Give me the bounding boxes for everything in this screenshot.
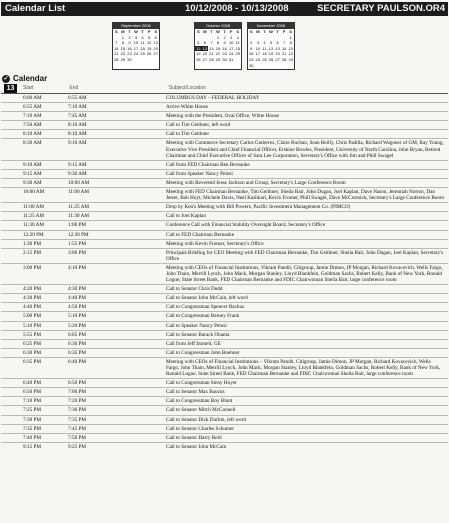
entry-end: 6:30 PM (68, 340, 87, 347)
calendar-entry (1, 396, 448, 405)
mini-calendar-title: October 2008 (195, 23, 241, 29)
mini-calendar-day (268, 63, 275, 69)
weekday-label: F (282, 29, 286, 34)
mini-calendar-day: 16 (127, 45, 132, 51)
entry-end: 8:10 AM (68, 131, 87, 138)
entry-start: 4:30 PM (23, 295, 42, 302)
mini-calendar-day: 7 (210, 40, 213, 46)
entry-end: 6:40 PM (68, 358, 87, 365)
mini-calendar-day: 21 (281, 51, 287, 57)
calendar-entry (1, 330, 448, 339)
entry-start: 6:40 PM (23, 380, 42, 387)
mini-calendar-day (208, 63, 215, 69)
mini-calendar-day: 18 (140, 45, 145, 51)
mini-calendar-day: 24 (133, 51, 139, 57)
mini-calendar-day: 12 (268, 45, 274, 51)
entry-end: 5:10 PM (68, 313, 87, 320)
entry-start: 4:40 PM (23, 304, 42, 311)
mini-calendar-day: 29 (215, 56, 221, 62)
entry-end: 9:10 AM (68, 140, 87, 147)
entry-start: 8:10 AM (23, 131, 42, 138)
mini-calendar-day: 9 (128, 40, 131, 46)
entry-subject: Call to Senator Mitch McConnell (166, 407, 236, 414)
mini-calendar-day: 13 (153, 40, 158, 46)
entry-start: 3:00 PM (23, 264, 42, 271)
mini-calendar-day: 13 (275, 45, 280, 51)
entry-start: 7:10 AM (23, 113, 42, 120)
mini-calendar-day (287, 63, 294, 69)
mini-calendar-title: November 2008 (248, 23, 294, 29)
entry-subject: Call to Senator Dick Durbin, left word (166, 416, 246, 423)
entry-start: 7:50 AM (23, 122, 42, 129)
entry-end: 5:20 PM (68, 322, 87, 329)
mini-calendar-day: 19 (268, 51, 274, 57)
mini-calendar-day: 17 (255, 51, 261, 57)
calendar-entry (1, 263, 448, 284)
entry-subject: Call to Speaker Nancy Pelosi (166, 322, 227, 329)
weekday-label: M (256, 29, 260, 34)
entry-subject: Meeting with CEOs of Financial Institutions – Vikram Pandit, Citigroup, Jamie Dimon, JP Morgan, Richard Kovacevich, Wells Fargo, John Thain, Merrill Lynch, John Mack, Morgan Stanley, Lloyd Blankfein, Goldman Sachs, Robert Kelly, Bank of New York, Ronald Logue, State Street Bank, FED Chairman Bernanke and FDIC Chairwoman Sheila Bair, large conference room (166, 358, 441, 378)
section-title: Calendar (13, 74, 48, 83)
mini-calendar-title: September 2008 (113, 23, 159, 29)
entry-subject: Arrive White House (166, 104, 208, 111)
mini-calendar-day: 9 (223, 40, 226, 46)
entry-start: 7:40 PM (23, 434, 42, 441)
entry-end: 11:25 AM (68, 204, 89, 211)
entry-start: 9:30 AM (23, 179, 42, 186)
calendar-entry (1, 442, 448, 451)
entry-subject: Call to Congressman Roy Blunt (166, 398, 233, 405)
mini-calendar-day: 27 (153, 51, 158, 57)
entry-end: 6:05 PM (68, 331, 87, 338)
calendar-entry (1, 160, 448, 169)
mini-calendar-day: 26 (146, 51, 152, 57)
mini-calendar-day (274, 63, 281, 69)
mini-calendar-day: 30 (249, 62, 254, 68)
entry-subject: Meeting with the President, Oval Office, White House (166, 113, 279, 120)
entry-subject: Call to Senator Max Baucus (166, 389, 225, 396)
calendar-entry (1, 102, 448, 111)
calendar-entry (1, 248, 448, 263)
mini-calendar (194, 22, 242, 70)
entry-start: 6:35 PM (23, 358, 42, 365)
entry-subject: Call to Joel Kaplan (166, 213, 206, 220)
entry-end: 7:45 PM (68, 425, 87, 432)
mini-calendar-day (202, 63, 209, 69)
mini-calendar-day: 22 (120, 51, 126, 57)
entry-subject: Call to Congressman Steny Hoyer (166, 380, 237, 387)
mini-calendar-day: 5 (148, 34, 151, 40)
calendar-entry (1, 111, 448, 120)
day-header (1, 84, 448, 94)
calendar-entry (1, 211, 448, 220)
mini-calendar-day: 9 (250, 45, 253, 51)
calendar-entry (1, 284, 448, 293)
mini-calendar-day: 11 (262, 45, 267, 51)
entry-end: 1:00 PM (68, 222, 87, 229)
mini-calendar-day: 1 (216, 34, 220, 40)
entry-subject: Call to Senator John McCain, left word (166, 295, 248, 302)
mini-calendar-day: 16 (249, 51, 254, 57)
entry-start: 9:15 PM (23, 443, 42, 450)
mini-calendar-day: 16 (222, 45, 227, 51)
mini-calendar-day: 19 (146, 45, 152, 51)
entry-end: 7:10 AM (68, 104, 87, 111)
weekday-label: T (276, 29, 279, 34)
mini-calendar-day: 2 (250, 40, 253, 46)
calendar-entry (1, 120, 448, 129)
weekday-label: S (289, 29, 293, 34)
mini-calendar-day: 30 (222, 56, 227, 62)
mini-calendar-day: 13 (202, 45, 208, 51)
mini-calendar-day: 23 (127, 51, 132, 57)
calendar-entry (1, 415, 448, 424)
mini-calendar-day: 6 (276, 40, 279, 46)
mini-calendar-day: 20 (153, 45, 158, 51)
entry-end: 9:25 PM (68, 443, 87, 450)
calendar-entry (1, 293, 448, 302)
entry-subject: Call from Speaker Nancy Pelosi (166, 170, 233, 177)
mini-calendar-day: 27 (202, 56, 208, 62)
calendar-entry (1, 405, 448, 414)
mini-calendar-day: 8 (121, 40, 124, 46)
calendar-entry (1, 178, 448, 187)
entry-subject: Conference Call with Financial Stability Oversight Board, Secretary's Office (166, 222, 326, 229)
entry-subject: Meeting with CEOs of Financial Institutions, Vikram Pandit, Citigroup, Jamie Dimon, JP Morgan, Richard Kovacevich, Wells Fargo, John Thain, Merrill Lynch, John Mack, Morgan Stanley, Lloyd Blankfein, Goldman Sachs, Robert Kelly, Bank of New York, Ronald Logue, State Street Bank, FED Chairman Bernanke and FDIC Chairwoman Sheila Bair, large conference room (166, 264, 443, 284)
entry-start: 7:25 PM (23, 407, 42, 414)
entry-end: 9:15 AM (68, 161, 87, 168)
mini-calendar-day (139, 63, 146, 69)
entry-end: 4:50 PM (68, 304, 87, 311)
mini-calendar-day: 7 (283, 40, 286, 46)
calendar-entries (1, 94, 448, 451)
entry-end: 6:55 AM (68, 95, 87, 101)
weekday-label: T (210, 29, 213, 34)
mini-calendar-day: 20 (275, 51, 280, 57)
mini-calendar-day (133, 63, 140, 69)
mini-calendar-day: 4 (236, 34, 239, 40)
mini-calendar-day: 5 (197, 40, 200, 46)
entry-subject: Call to Congressman John Boehner (166, 349, 240, 356)
mini-calendar-week (113, 63, 159, 69)
mini-calendar-day: 10 (255, 45, 261, 51)
column-subject: Subject/Location (168, 85, 206, 91)
entry-end: 1:55 PM (68, 240, 87, 247)
mini-calendar-day: 5 (269, 40, 273, 46)
entry-subject: Meeting with Kevin Fromer, Secretary's Office (166, 240, 264, 247)
calendar-section-title (2, 74, 47, 83)
mini-calendar-day: 18 (235, 45, 240, 51)
mini-calendar (247, 22, 295, 70)
mini-calendar-day: 3 (134, 34, 138, 40)
calendar-entry (1, 339, 448, 348)
mini-calendar-day: 7 (115, 40, 118, 46)
weekday-label: F (229, 29, 233, 34)
column-start: Start (23, 85, 34, 91)
mini-calendar-day: 23 (222, 51, 227, 57)
mini-calendar-day (221, 63, 228, 69)
mini-calendar-day: 2 (223, 34, 226, 40)
mini-calendar-day: 3 (256, 40, 259, 46)
mini-calendar-day: 10 (133, 40, 139, 46)
mini-calendar-day: 29 (288, 56, 293, 62)
mini-calendar-day: 26 (196, 56, 201, 62)
entry-start: 7:30 PM (23, 416, 42, 423)
calendar-entry (1, 138, 448, 159)
mini-calendar-day: 29 (120, 56, 126, 62)
entry-start: 6:25 PM (23, 340, 42, 347)
mini-calendar-day (120, 63, 127, 69)
mini-calendar-day: 8 (216, 40, 220, 46)
mini-calendar-day (146, 63, 153, 69)
calendar-entry (1, 129, 448, 138)
entry-subject: Call to Tim Geithner, left word (166, 122, 231, 129)
calendar-entry (1, 302, 448, 311)
entry-start: 6:50 PM (23, 389, 42, 396)
entry-end: 8:10 AM (68, 122, 87, 129)
weekday-label: F (147, 29, 151, 34)
mini-calendar-day: 31 (228, 56, 234, 62)
mini-calendar-day: 12 (146, 40, 152, 46)
mini-calendar-day: 28 (209, 56, 214, 62)
calendar-icon: ✓ (3, 75, 9, 82)
entry-subject: Call to Senator Harry Reid (166, 434, 222, 441)
mini-calendar-day: 14 (281, 45, 287, 51)
header-owner: SECRETARY PAULSON.OR4 (317, 3, 445, 14)
weekday-label: S (249, 29, 253, 34)
mini-calendar-day: 8 (289, 40, 292, 46)
calendar-entry (1, 169, 448, 178)
mini-calendar-day: 24 (255, 56, 261, 62)
mini-calendar-day (234, 63, 241, 69)
entry-start: 7:35 PM (23, 425, 42, 432)
entry-subject: Call to Congressman Spencer Bachus (166, 304, 245, 311)
entry-subject: Meeting with Reverend Jesse Jackson and Group, Secretary's Large Conference Room (166, 179, 346, 186)
calendar-entry (1, 357, 448, 378)
mini-calendar-day: 6 (203, 40, 206, 46)
weekday-label: T (128, 29, 131, 34)
mini-calendar-day: 12 (196, 45, 201, 51)
mini-calendar-day: 11 (140, 40, 145, 46)
mini-calendar-day (215, 63, 222, 69)
mini-calendar-day (281, 63, 288, 69)
mini-calendar-day: 14 (114, 45, 119, 51)
entry-start: 4:20 PM (23, 286, 42, 293)
mini-calendar-day: 3 (230, 34, 233, 40)
mini-calendar-day: 6 (154, 34, 157, 40)
calendar-entry (1, 239, 448, 248)
entry-subject: Call to Senator John McCain (166, 443, 227, 450)
entry-start: 10:00 AM (23, 189, 45, 196)
entry-start: 7:10 PM (23, 398, 42, 405)
entry-start: 6:55 AM (23, 104, 42, 111)
entry-start: 2:15 PM (23, 249, 42, 256)
entry-subject: Call to Senator Barack Obama (166, 331, 230, 338)
entry-subject: Drop by Ken's Meeting with Bill Powers, Pacific Investment Management Co. (PIMCO) (166, 204, 351, 211)
mini-calendar-day: 15 (120, 45, 126, 51)
weekday-label: W (269, 29, 273, 34)
entry-start: 11:30 AM (23, 222, 44, 229)
mini-calendar-day (228, 63, 235, 69)
entry-start: 9:10 AM (23, 161, 42, 168)
entry-end: 11:00 AM (68, 189, 89, 196)
mini-calendar-day: 21 (209, 51, 214, 57)
entry-start: 1:30 PM (23, 240, 42, 247)
entry-subject: Principals Briefing for CEO Meeting with FED Chairman Bernanke, Tim Geithner, Sheila Bair, John Dugan, Joel Kaplan, Secretary's Office (166, 249, 444, 262)
calendar-entry (1, 187, 448, 202)
entry-start: 6:00 AM (23, 95, 42, 101)
mini-calendar-day: 21 (114, 51, 119, 57)
mini-calendar-day: 26 (268, 56, 274, 62)
mini-calendar-day (113, 63, 120, 69)
calendar-entry (1, 424, 448, 433)
entry-start: 5:10 PM (23, 322, 42, 329)
mini-calendar-day: 20 (202, 51, 208, 57)
calendar-entry (1, 220, 448, 229)
mini-calendar-day: 28 (281, 56, 287, 62)
mini-calendar-week (248, 63, 294, 69)
mini-calendar-day: 14 (209, 45, 214, 51)
mini-calendar-day: 11 (235, 40, 240, 46)
mini-calendar (112, 22, 160, 70)
entry-end: 6:35 PM (68, 349, 87, 356)
mini-calendar-day: 1 (121, 34, 124, 40)
mini-calendar-day: 10 (228, 40, 234, 46)
weekday-label: S (114, 29, 118, 34)
entry-end: 7:20 PM (68, 398, 87, 405)
mini-calendar-day: 27 (275, 56, 280, 62)
mini-calendar-day (261, 63, 268, 69)
entry-end: 3:00 PM (68, 249, 87, 256)
calendar-entry (1, 378, 448, 387)
calendar-entry (1, 387, 448, 396)
entry-start: 6:30 PM (23, 349, 42, 356)
entry-end: 7:00 PM (68, 389, 87, 396)
entry-start: 9:15 AM (23, 170, 42, 177)
mini-calendar-day: 25 (262, 56, 267, 62)
day-number: 13 (4, 84, 17, 93)
weekday-label: M (203, 29, 207, 34)
mini-calendar-day (195, 63, 202, 69)
entry-end: 6:50 PM (68, 380, 87, 387)
mini-calendar-day: 19 (196, 51, 201, 57)
mini-calendar-day: 24 (228, 51, 234, 57)
header-title: Calendar List (5, 3, 66, 14)
mini-calendar-day (126, 63, 133, 69)
entry-start: 11:25 AM (23, 213, 44, 220)
calendar-entry (1, 433, 448, 442)
entry-start: 5:55 PM (23, 331, 42, 338)
weekday-label: W (216, 29, 220, 34)
entry-subject: Call to Senator Chris Dodd (166, 286, 223, 293)
entry-end: 4:10 PM (68, 264, 87, 271)
weekday-label: S (154, 29, 158, 34)
weekday-label: S (236, 29, 240, 34)
entry-end: 7:35 PM (68, 416, 87, 423)
entry-end: 7:50 PM (68, 434, 87, 441)
calendar-entry (1, 311, 448, 320)
entry-end: 10:00 AM (68, 179, 90, 186)
entry-subject: Call from Jeff Immelt, GE (166, 340, 221, 347)
calendar-entry (1, 348, 448, 357)
entry-subject: Call to Tim Geithner (166, 131, 210, 138)
mini-calendar-day: 23 (249, 56, 254, 62)
weekday-label: T (141, 29, 144, 34)
entry-subject: Meeting with FED Chairman Bernanke, Tim Geithner, Sheila Bair, John Dugan, Joel Kaplan, Dave Nason, Jeremiah Norton, Dan Jester, Bob Hoyt, Michele Davis, Neel Kashkari, Kevin Fromer, Phill Swagel, Dave McCormick, Secretary's Large Conference Room (166, 189, 445, 202)
calendar-entry (1, 94, 448, 102)
entry-start: 8:30 AM (23, 140, 42, 147)
mini-calendar-day: 30 (127, 56, 132, 62)
mini-calendar-day: 17 (133, 45, 139, 51)
entry-start: 5:00 PM (23, 313, 42, 320)
column-headers (23, 85, 206, 91)
mini-calendar-day: 2 (128, 34, 131, 40)
entry-start: 12:20 PM (23, 231, 44, 238)
mini-calendar-day: 28 (114, 56, 119, 62)
page-header (1, 2, 448, 16)
entry-end: 11:30 AM (68, 213, 89, 220)
weekday-label: W (134, 29, 138, 34)
mini-calendar-day: 15 (288, 45, 293, 51)
mini-calendar-day: 22 (288, 51, 293, 57)
weekday-label: T (223, 29, 226, 34)
mini-calendar-day: 4 (263, 40, 266, 46)
entry-end: 4:40 PM (68, 295, 87, 302)
mini-calendar-week (195, 63, 241, 69)
entry-subject: Call to FED Chairman Bernanke (166, 231, 234, 238)
entry-start: 11:00 AM (23, 204, 44, 211)
mini-calendar-day: 4 (141, 34, 144, 40)
calendar-entry (1, 321, 448, 330)
calendar-entry (1, 230, 448, 239)
header-date-range: 10/12/2008 - 10/13/2008 (185, 3, 289, 14)
mini-calendar-day: 17 (228, 45, 234, 51)
column-end: End (69, 85, 79, 91)
entry-end: 7:45 AM (68, 113, 87, 120)
calendar-entry (1, 202, 448, 211)
entry-end: 4:30 PM (68, 286, 87, 293)
entry-subject: Call from FED Chairman Ben Bernanke (166, 161, 250, 168)
entry-subject: Call to Senator Charles Schumer (166, 425, 234, 432)
entry-subject: Call to Congressman Barney Frank (166, 313, 240, 320)
entry-end: 12:30 PM (68, 231, 89, 238)
mini-calendar-day: 1 (289, 34, 292, 40)
mini-calendar-day: 25 (235, 51, 240, 57)
weekday-label: S (196, 29, 200, 34)
weekday-label: T (263, 29, 266, 34)
mini-calendar-day: 18 (262, 51, 267, 57)
mini-calendar-day: 25 (140, 51, 145, 57)
mini-calendar-day: 22 (215, 51, 221, 57)
mini-calendar-day: 15 (215, 45, 221, 51)
mini-calendar-day (255, 63, 262, 69)
entry-end: 7:30 PM (68, 407, 87, 414)
entry-subject: Meeting with Commerce Secretary Carlos Gutierrez, Claire Buchan, Sean Reilly, Chris Padilla, Richard Wagoner of GM, Ray Young, Executive Vice President and Chief Financial Officer, Erskine Bowles, President, University of North Carolina, John Bryan, Retired Chairman and Chief Executive Officer of Sara Lee Corporation, Secretary's Office with Jim and Phill Swagel (166, 140, 444, 159)
mini-calendar-day (152, 63, 159, 69)
entry-end: 9:30 AM (68, 170, 87, 177)
weekday-label: M (121, 29, 125, 34)
entry-subject: COLUMBUS DAY – FEDERAL HOLIDAY (166, 95, 260, 101)
